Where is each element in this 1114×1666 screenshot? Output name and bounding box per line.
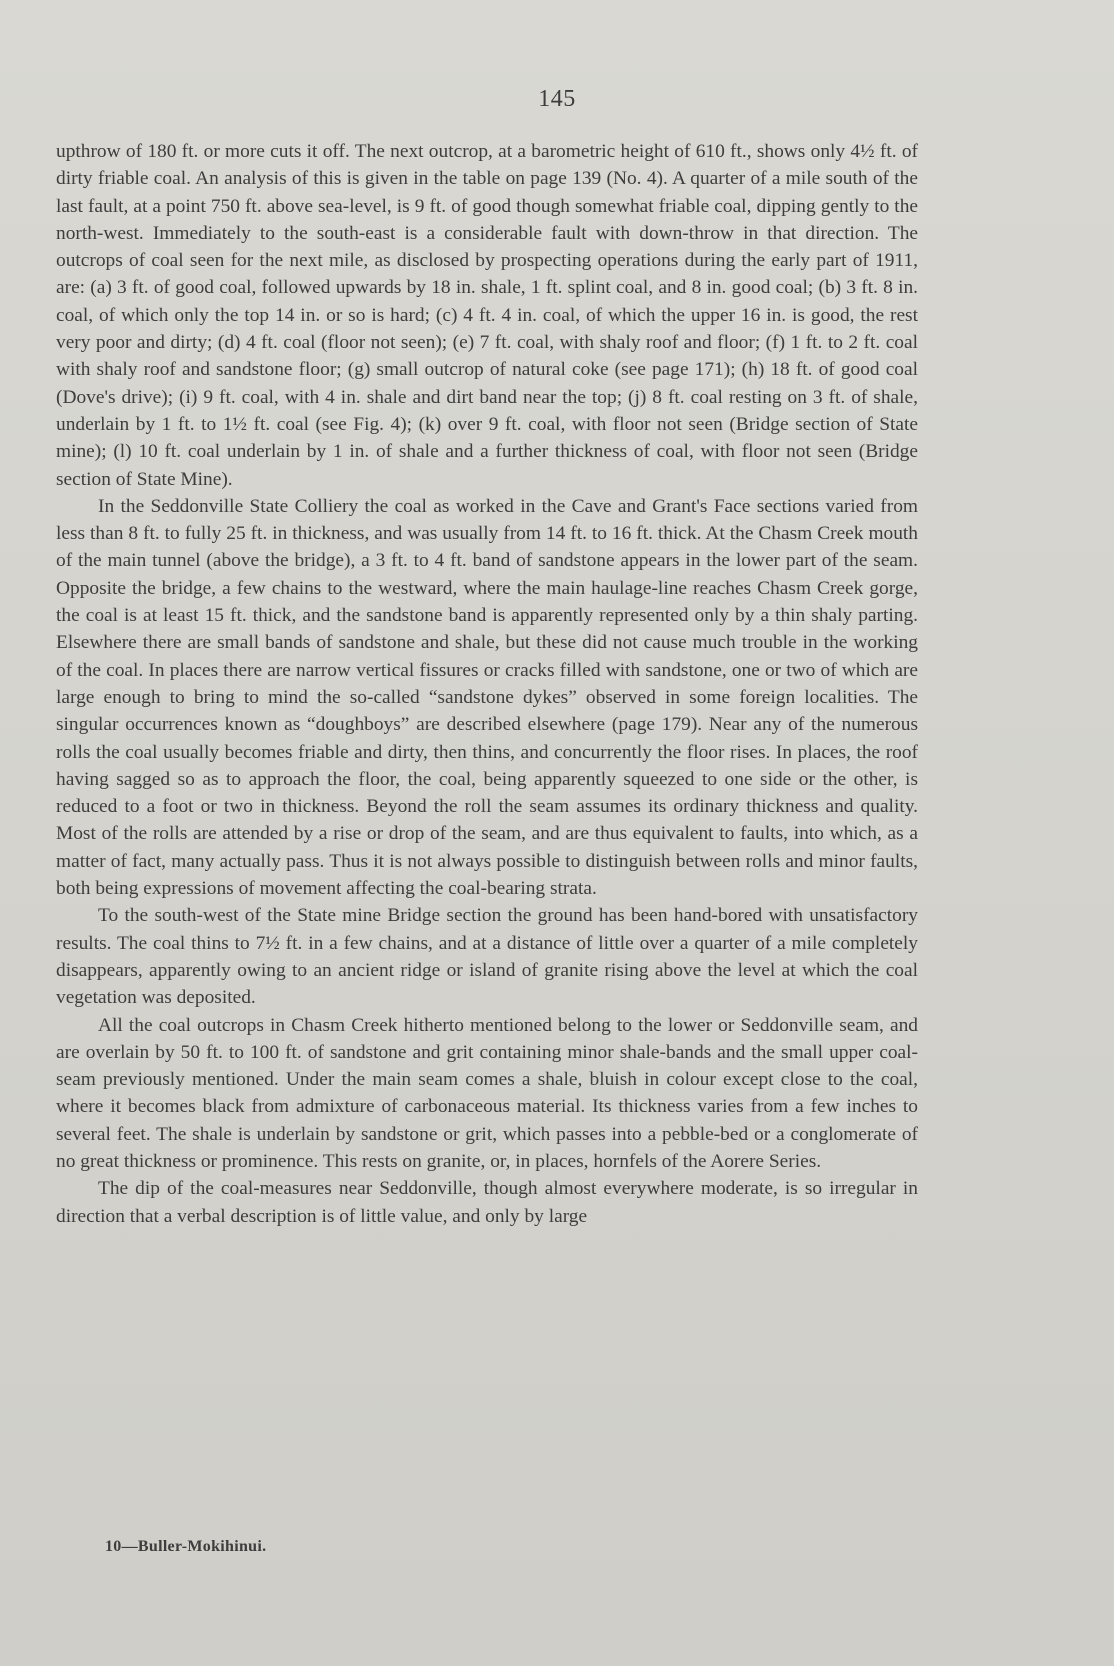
paragraph-2: In the Seddonville State Colliery the coal as worked in the Cave and Grant's Face sections varied from less than 8 ft. to fully 25 ft. in thickness, and was usually from 14 ft. to 16 ft. thick. At the Chasm Creek mouth of the main tunnel (above the bridge), a 3 ft. to 4 ft. band of sandstone appears in the lower part of the seam. Opposite the bridge, a few chains to the westward, where the main haulage-line reaches Chasm Creek gorge, the coal is at least 15 ft. thick, and the sandstone band is apparently represented only by a thin shaly parting. Elsewhere there are small bands of sandstone and shale, but these did not cause much trouble in the working of the coal. In places there are narrow vertical fissures or cracks filled with sandstone, one or two of which are large enough to bring to mind the so-called “sandstone dykes” observed in some foreign localities. The singular occurrences known as “doughboys” are described elsewhere (page 179). Near any of the numerous rolls the coal usually becomes friable and dirty, then thins, and concurrently the floor rises. In places, the roof having sagged so as to approach the floor, the coal, being apparently squeezed to one side or the other, is reduced to a foot or two in thickness. Beyond the roll the seam assumes its ordinary thickness and quality. Most of the rolls are attended by a rise or drop of the seam, and are thus equivalent to faults, into which, as a matter of fact, many actually pass. Thus it is not always possible to distinguish between rolls and minor faults, both being expressions of movement affecting the coal-bearing strata. [56, 495, 918, 900]
page-number: 145 [538, 86, 576, 112]
body-text [56, 138, 918, 1230]
paragraph-1: upthrow of 180 ft. or more cuts it off. The next outcrop, at a barometric height of 610 ft., shows only 4½ ft. of dirty friable coal. An analysis of this is given in the table on page 139 (No. 4). A quarter of a mile south of the last fault, at a point 750 ft. above sea-level, is 9 ft. of good though somewhat friable coal, dipping gently to the north-west. Immediately to the south-east is a considerable fault with down-throw in that direction. The outcrops of coal seen for the next mile, as disclosed by prospecting operations during the early part of 1911, are: (a) 3 ft. of good coal, followed upwards by 18 in. shale, 1 ft. splint coal, and 8 in. good coal; (b) 3 ft. 8 in. coal, of which only the top 14 in. or so is hard; (c) 4 ft. 4 in. coal, of which the upper 16 in. is good, the rest very poor and dirty; (d) 4 ft. coal (floor not seen); (e) 7 ft. coal, with shaly roof and floor; (f) 1 ft. to 2 ft. coal with shaly roof and sandstone floor; (g) small outcrop of natural coke (see page 171); (h) 18 ft. of good coal (Dove's drive); (i) 9 ft. coal, with 4 in. shale and dirt band near the top; (j) 8 ft. coal resting on 3 ft. of shale, underlain by 1 ft. to 1½ ft. coal (see Fig. 4); (k) over 9 ft. coal, with floor not seen (Bridge section of State mine); (l) 10 ft. coal underlain by 1 in. of shale and a further thickness of coal, with floor not seen (Bridge section of State Mine). [56, 141, 918, 490]
paragraph-3: To the south-west of the State mine Bridge section the ground has been hand-bored with unsatisfactory results. The coal thins to 7½ ft. in a few chains, and at a distance of little over a quarter of a mile completely disappears, apparently owing to an ancient ridge or island of granite rising above the level at which the coal vegetation was deposited. [56, 905, 918, 1009]
paragraph-4: All the coal outcrops in Chasm Creek hitherto mentioned belong to the lower or Seddonville seam, and are overlain by 50 ft. to 100 ft. of sandstone and grit containing minor shale-bands and the small upper coal-seam previously mentioned. Under the main seam comes a shale, bluish in colour except close to the coal, where it becomes black from admixture of carbonaceous material. Its thickness varies from a few inches to several feet. The shale is underlain by sandstone or grit, which passes into a pebble-bed or a conglomerate of no great thickness or prominence. This rests on granite, or, in places, hornfels of the Aorere Series. [56, 1014, 918, 1172]
footer-signature: 10—Buller-Mokihinui. [105, 1538, 267, 1555]
paragraph-5: The dip of the coal-measures near Seddonville, though almost everywhere moderate, is so irregular in direction that a verbal description is of little value, and only by large [56, 1178, 918, 1227]
